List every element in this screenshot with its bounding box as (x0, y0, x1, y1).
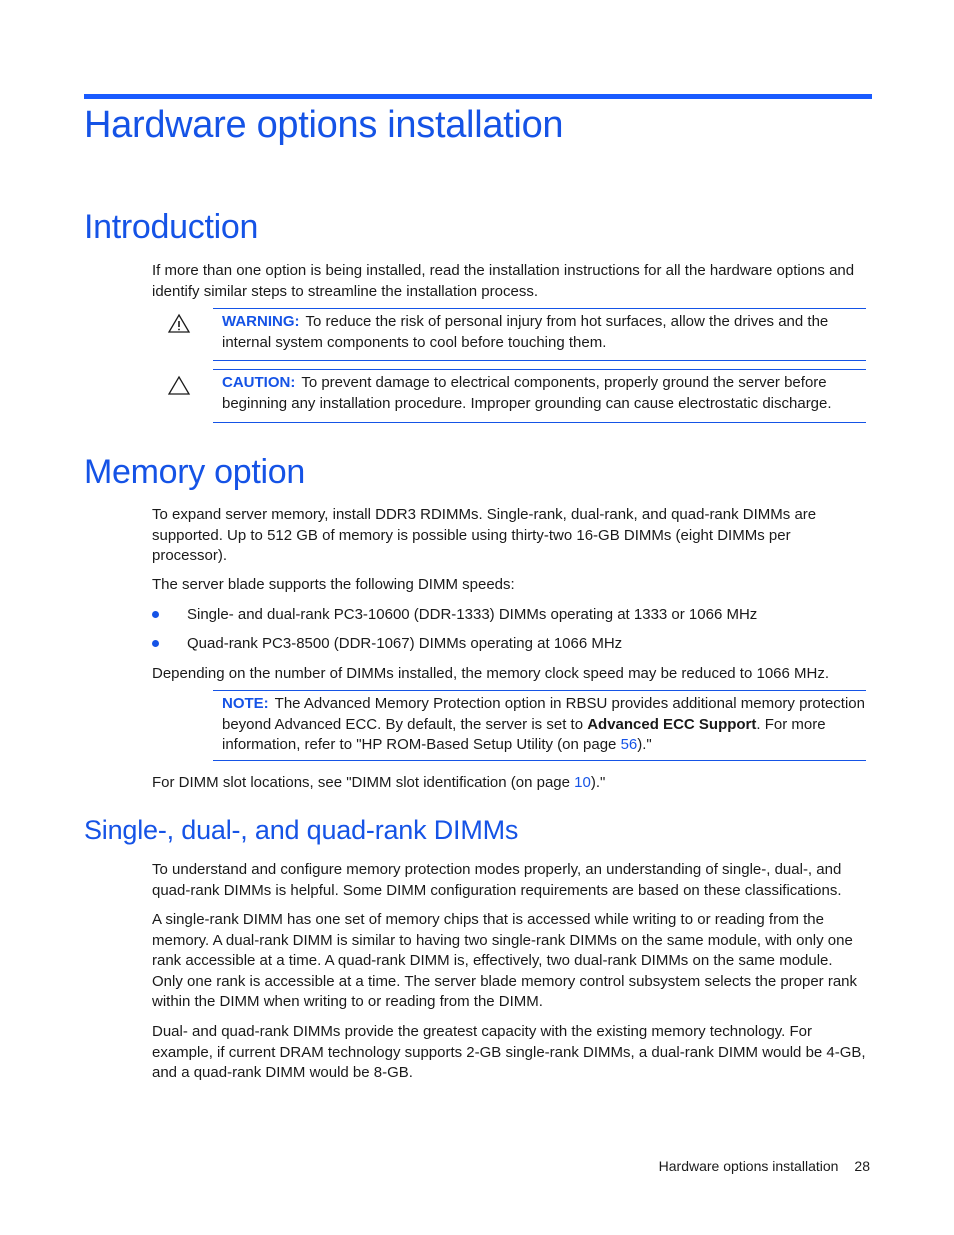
bullet-icon (152, 611, 159, 618)
memory-paragraph-4: For DIMM slot locations, see "DIMM slot identification (on page 10)." (152, 774, 606, 791)
caution-triangle-icon (167, 375, 191, 396)
caution-label: CAUTION: (222, 374, 296, 391)
memory-paragraph-1: To expand server memory, install DDR3 RDIMMs. Single-rank, dual-rank, and quad-rank DIMMs are supported. Up to 512 GB of memory is possible using thirty-two 16-GB DIMMs (eight DIMMs per processor). (152, 506, 817, 564)
memory-paragraph-2: The server blade supports the following DIMM speeds: (152, 576, 515, 593)
chapter-title: Hardware options installation (84, 104, 564, 146)
warning-text: WARNING: To reduce the risk of personal injury from hot surfaces, allow the drives and the internal system components to cool before touching them. (222, 313, 829, 351)
page-number: 28 (854, 1158, 870, 1174)
introduction-paragraph: If more than one option is being installed, read the installation instructions for all the hardware options and identify similar steps to streamline the installation process. (152, 262, 855, 300)
introduction-heading: Introduction (84, 208, 259, 246)
warning-label: WARNING: (222, 313, 300, 330)
chapter-rule (84, 94, 872, 99)
dimms-paragraph-3: Dual- and quad-rank DIMMs provide the greatest capacity with the existing memory technology. For example, if current DRAM technology supports 2-GB single-rank DIMMs, a dual-rank DIMM would be 4-GB, and a quad-rank DIMM would be 8-GB. (152, 1023, 866, 1081)
page-footer (560, 1158, 870, 1174)
advanced-ecc-bold: Advanced ECC Support (587, 715, 757, 733)
warning-callout (213, 308, 866, 361)
memory-paragraph-3: Depending on the number of DIMMs installed, the memory clock speed may be reduced to 1066 MHz. (152, 665, 830, 682)
dimms-paragraph-1: To understand and configure memory protection modes properly, an understanding of single-, dual-, and quad-rank DIMMs is helpful. Some DIMM configuration requirements are based on these classifications. (152, 861, 842, 899)
dimms-heading: Single-, dual-, and quad-rank DIMMs (84, 815, 519, 845)
note-label: NOTE: (222, 695, 269, 712)
note-callout (213, 690, 866, 761)
caution-text: CAUTION: To prevent damage to electrical components, properly ground the server before beginning any installation procedure. Improper grounding can cause electrostatic discharge. (222, 374, 832, 412)
warning-triangle-icon (167, 313, 191, 334)
memory-heading: Memory option (84, 453, 305, 491)
caution-callout (213, 369, 866, 423)
page-link-10[interactable]: 10 (574, 774, 591, 791)
note-text: NOTE: The Advanced Memory Protection option in RBSU provides additional memory protection beyond Advanced ECC. By default, the server is set to Advanced ECC Support. For more information, refer to "HP ROM-Based Setup Utility (on page 56)." (222, 695, 865, 753)
dimms-paragraph-2: A single-rank DIMM has one set of memory chips that is accessed while writing to or reading from the memory. A dual-rank DIMM is similar to having two single-rank DIMMs on the same module, with only one rank accessible at a time. A quad-rank DIMM is, effectively, two dual-rank DIMMs on the same module. Only one rank is accessible at a time. The server blade memory control subsystem selects the proper rank within the DIMM when writing to or reading from the DIMM. (152, 911, 858, 1010)
page-link-56[interactable]: 56 (620, 736, 638, 753)
bullet-icon (152, 640, 159, 647)
footer-section: Hardware options installation (658, 1158, 839, 1174)
